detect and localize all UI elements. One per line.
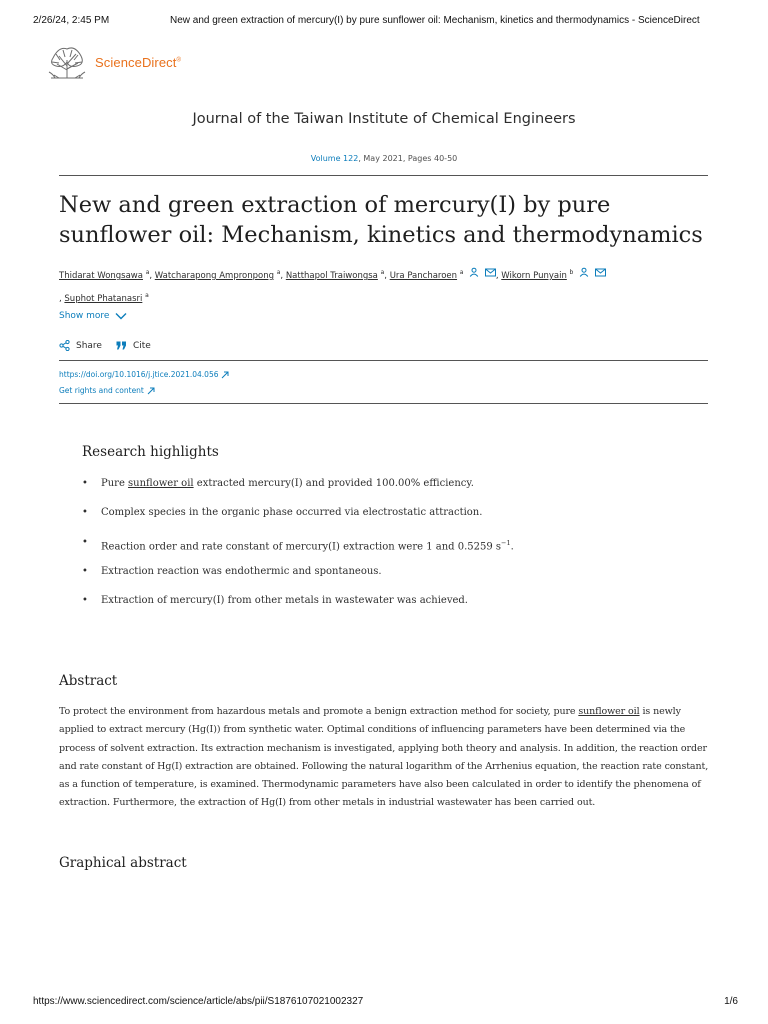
email-icon[interactable] — [595, 266, 606, 285]
cite-label: Cite — [132, 340, 151, 351]
affiliation-marker[interactable]: a — [459, 269, 464, 276]
doi-row — [59, 367, 229, 383]
person-icon[interactable] — [579, 266, 589, 285]
affiliation-marker[interactable]: b — [569, 269, 574, 276]
article-actions — [59, 340, 165, 351]
article-links — [59, 367, 229, 399]
external-link-icon — [221, 371, 229, 379]
share-button[interactable] — [59, 340, 102, 351]
topic-link[interactable]: sunflower oil — [578, 706, 640, 717]
share-icon — [59, 340, 70, 351]
author-link[interactable]: Suphot Phatanasri — [64, 293, 143, 304]
affiliation-marker[interactable]: a — [145, 269, 150, 276]
author-list: Thidarat Wongsawa $^a$, Watcharapong Ampronpong $^a$, Natthapol Traiwongsa $^a$, Ura Pancharoen $^a$ , Wikorn Punyain $^b$ , Suphot Phatanasri $^a$ — [59, 263, 719, 309]
print-url: https://www.sciencedirect.com/science/article/abs/pii/S1876107021002327 — [33, 996, 364, 1007]
rights-row — [59, 383, 229, 399]
highlights-list — [82, 475, 692, 621]
show-more-label: Show more — [59, 311, 110, 321]
author-link[interactable]: Watcharapong Ampronpong — [154, 270, 275, 281]
person-icon[interactable] — [469, 266, 479, 285]
affiliation-marker[interactable]: a — [380, 269, 385, 276]
show-more-button[interactable] — [59, 311, 127, 321]
journal-link[interactable]: Journal of the Taiwan Institute of Chemical Engineers — [192, 111, 576, 127]
cite-button[interactable] — [116, 341, 151, 351]
rights-link[interactable]: Get rights and content — [59, 386, 144, 395]
quote-icon — [116, 341, 127, 350]
sciencedirect-logo[interactable] — [47, 44, 181, 80]
author-link[interactable]: Thidarat Wongsawa — [59, 270, 143, 281]
share-label: Share — [76, 340, 102, 351]
abstract-text: To protect the environment from hazardous metals and promote a benign extraction method for society, pure sunflower oil is newly applied to extract mercury (Hg(I)) from synthetic water. Optimal conditions of influencing parameters have been determined via the process of solvent extraction. Its extraction mechanism is investigated, applying both theory and analysis. In addition, the reaction order and rate constant of Hg(I) extraction are obtained. Following the natural logarithm of the Arrhenius equation, the reaction rate constant, as a function of temperature, is examined. Thermodynamic parameters have also been calculated in order to identify the phenomena of extraction. Furthermore, the extraction of Hg(I) from other metals in industrial wastewater has been carried out. — [59, 706, 709, 809]
external-link-icon — [147, 387, 155, 395]
links-divider — [59, 403, 708, 404]
topic-link[interactable]: sunflower oil — [128, 478, 194, 489]
affiliation-marker[interactable]: a — [145, 291, 149, 299]
author-link[interactable]: Wikorn Punyain — [501, 270, 567, 281]
abstract-heading: Abstract — [59, 673, 118, 689]
brand-name: ScienceDirect® — [95, 54, 182, 70]
header-divider — [59, 175, 708, 176]
author-link[interactable]: Ura Pancharoen — [389, 270, 458, 281]
print-page-number: 1/6 — [724, 996, 738, 1007]
actions-divider — [59, 360, 708, 361]
graphical-abstract-heading: Graphical abstract — [59, 855, 187, 871]
doi-link[interactable]: https://doi.org/10.1016/j.jtice.2021.04.056 — [59, 370, 219, 379]
highlight-item: • Reaction order and rate constant of mercury(I) extraction were 1 and 0.5259 $s^{-1}$. — [82, 534, 692, 563]
volume-link[interactable]: Volume 122 — [310, 154, 359, 163]
print-page-title: New and green extraction of mercury(I) by pure sunflower oil: Mechanism, kinetics and thermodynamics - ScienceDirect — [170, 15, 700, 26]
article-title: New and green extraction of mercury(I) by pure sunflower oil: Mechanism, kinetics and thermodynamics — [59, 192, 703, 248]
highlight-item: • Pure sunflower oil extracted mercury(I) and provided 100.00% efficiency. — [82, 475, 692, 504]
elsevier-tree-icon — [47, 44, 87, 80]
volume-info — [60, 154, 708, 163]
highlight-item: • Extraction reaction was endothermic and spontaneous. — [82, 563, 692, 592]
highlight-item: • Complex species in the organic phase occurred via electrostatic attraction. — [82, 504, 692, 533]
chevron-down-icon — [115, 312, 127, 320]
author-link[interactable]: Natthapol Traiwongsa — [285, 270, 378, 281]
affiliation-marker[interactable]: a — [276, 269, 281, 276]
volume-details: , May 2021, Pages 40-50 — [358, 154, 458, 163]
email-icon[interactable] — [485, 266, 496, 285]
print-timestamp: 2/26/24, 2:45 PM — [33, 15, 110, 26]
highlight-item: • Extraction of mercury(I) from other metals in wastewater was achieved. — [82, 592, 692, 621]
journal-title — [60, 108, 708, 131]
highlights-heading: Research highlights — [82, 444, 219, 460]
